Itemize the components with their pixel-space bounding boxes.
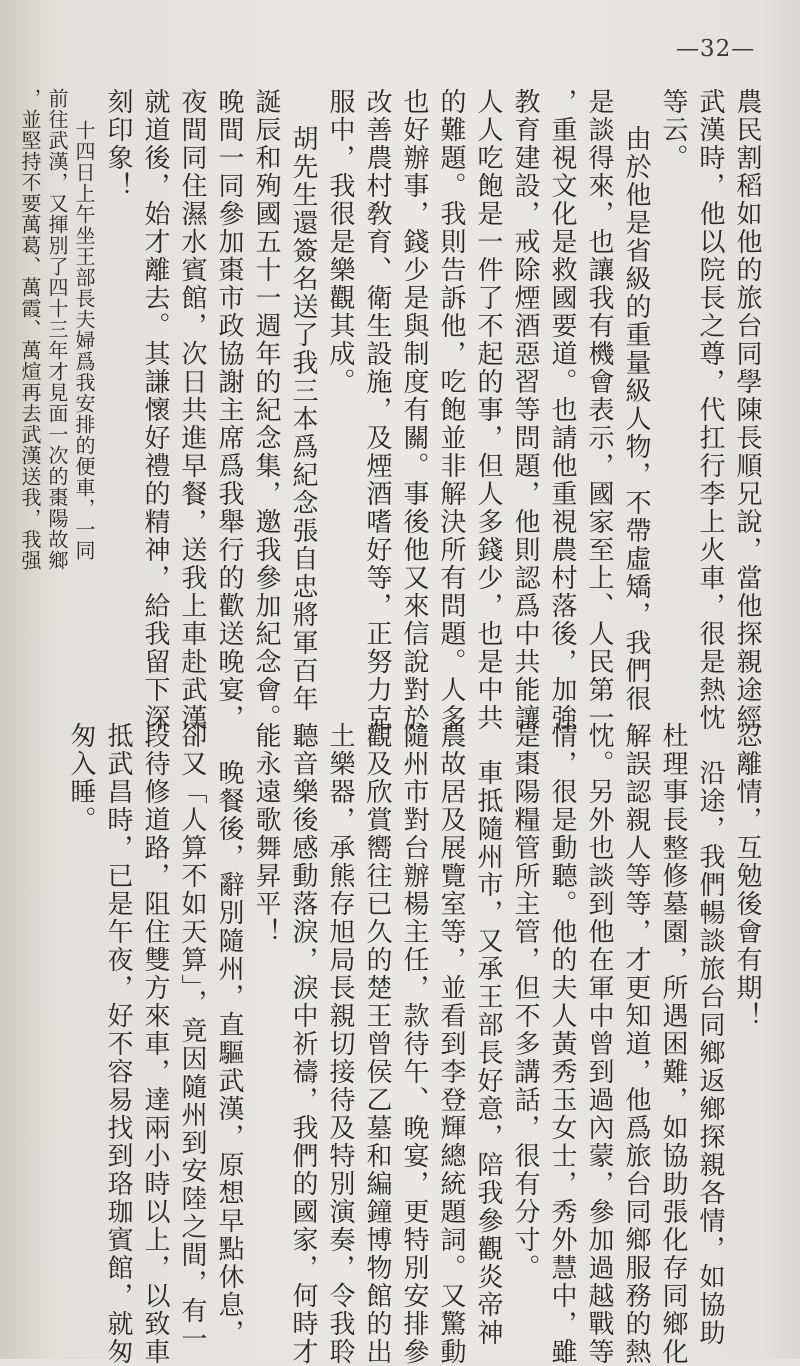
text-column: 農故居及展覽室等，並看到李登輝總統題詞。又驚動 [436,722,466,1366]
text-column: 武漢時，他以院長之尊，代扛行李上火車，很是熱忱 [695,88,725,732]
page-number: —32— [676,36,756,62]
text-column: 就道後，始才離去。其謙懷好禮的精神，給我留下深 [140,88,170,732]
text-column: 由於他是省級的重量級人物，不帶虛矯，我們很 [621,125,651,713]
text-column: 人人吃飽是一件了不起的事，但人多錢少，也是中共 [473,88,503,732]
text-column: 十四日上午坐王部長夫婦爲我安排的便車，一同 [72,120,96,561]
text-column: 觀及欣賞嚮往已久的楚王曾侯乙墓和編鐘博物館的出 [362,722,392,1366]
text-column: 夜間同住濕水賓館，次日共進早餐，送我上車赴武漢 [177,88,207,732]
text-column: ，重視文化是救國要道。也請他重視農村落後，加強 [547,88,577,732]
text-column: 是談得來，也讓我有機會表示，國家至上、人民第一 [584,88,614,732]
text-column: 杜理事長整修墓園，所遇困難，如協助張化存同鄉化 [658,722,688,1366]
text-column: 能永遠歌舞昇平！ [251,722,281,946]
text-column: 的難題。我則告訴他，吃飽並非解決所有問題。人多 [436,88,466,732]
text-column: 前往武漢，又揮別了四十三年才見面一次的棗陽故鄉 [45,88,69,571]
text-column: 土樂器，承熊存旭局長親切接待及特別演奏，令我聆 [325,722,355,1366]
text-column: 段待修道路，阻住雙方來車，達兩小時以上，以致車 [140,722,170,1366]
text-column: ，並堅持不要萬葛、萬霞、萬煊再去武漢送我，我强 [18,88,42,571]
text-column: 忍離情，互勉後會有期！ [732,722,762,1030]
text-column: 也好辦事，錢少是與制度有關。事後他又來信說對於 [399,88,429,732]
text-column: 解誤認親人等等，才更知道，他爲旅台同鄉服務的熱 [621,722,651,1366]
text-column: 改善農村敎育、衛生設施，及煙酒嗜好等，正努力克 [362,88,392,732]
text-column: 教育建設，戒除煙酒惡習等問題，他則認爲中共能讓 [510,88,540,732]
text-column: 車抵隨州市，又承王部長好意，陪我參觀炎帝神 [473,759,503,1347]
text-column: 等云。 [658,88,688,172]
text-column: 晚間一同參加棗市政協謝主席爲我舉行的歡送晚宴， [214,88,244,732]
text-column: 農民割稻如他的旅台同學陳長順兄說，當他探親途經 [732,88,762,732]
text-column: 沿途，我們暢談旅台同鄉返鄉探親各情，如協助 [695,759,725,1347]
text-column: 匆入睡。 [66,722,96,834]
text-column: 抵武昌時，已是午夜，好不容易找到珞珈賓館，就匆 [103,722,133,1366]
text-column: 是棗陽糧管所主管，但不多講話，很有分寸。 [510,722,540,1282]
text-column: 隨州市對台辦楊主任，款待午、晚宴，更特別安排參 [399,722,429,1366]
text-column: 忱。另外也談到他在軍中曾到過內蒙，參加過越戰等 [584,722,614,1366]
text-column: 服中，我很是樂觀其成。 [325,88,355,396]
text-column: 情，很是動聽。他的夫人黃秀玉女士，秀外慧中，雖 [547,722,577,1366]
text-column: 聽音樂後感動落淚，淚中祈禱，我們的國家，何時才 [288,722,318,1366]
text-column: 胡先生還簽名送了我三本爲紀念張自忠將軍百年 [288,125,318,713]
text-column: 卻又「人算不如天算」，竟因隨州到安陸之間，有一 [177,722,207,1353]
text-column: 刻印象！ [103,88,133,200]
text-column: 晚餐後，辭別隨州，直驅武漢，原想早點休息， [214,759,244,1347]
text-column: 誕辰和殉國五十一週年的紀念集，邀我參加紀念會。 [251,88,281,732]
